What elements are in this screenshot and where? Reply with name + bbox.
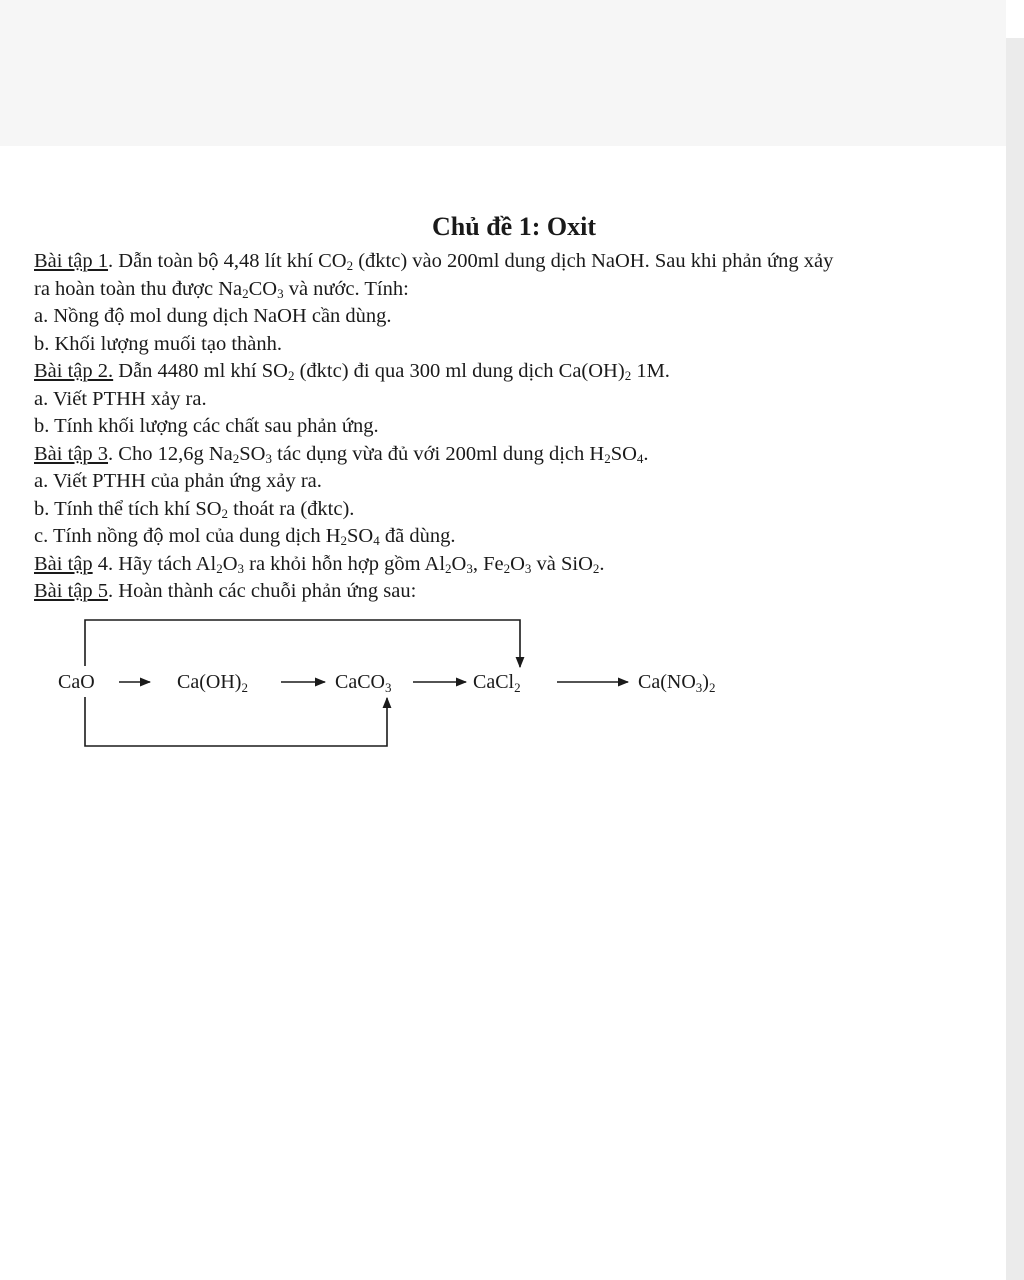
exercise-2-text: (đktc) đi qua 300 ml dung dịch Ca(OH) [294,360,625,382]
exercise-4-text: O [451,552,467,575]
subscript: 2 [503,560,511,576]
exercise-4-text: và SiO [531,552,593,575]
exercise-3-text: SO [347,525,374,547]
subscript: 2 [216,560,223,576]
exercise-3-text: . Cho 12,6g Na [108,442,233,465]
subscript: 2 [592,560,600,576]
subscript: 2 [232,450,240,466]
exercise-1-part-a: a. Nồng độ mol dung dịch NaOH cần dùng. [34,305,392,327]
subscript: 3 [524,560,532,576]
exercise-1-text: . Dẫn toàn bộ 4,48 lít khí CO [108,250,347,272]
exercise-4-text: 4. Hãy tách Al [92,552,217,575]
subscript: 2 [340,533,348,548]
subscript: 2 [346,258,354,273]
exercise-3-text: tác dụng vừa đủ với 200ml dung dịch H [271,442,605,465]
exercise-3-text: đã dùng. [379,525,456,547]
exercise-2-text: Dẫn 4480 ml khí SO [113,360,288,382]
compound-cacl2: CaCl$_2$ [473,671,521,695]
exercise-3-text: thoát ra (đktc). [228,497,355,520]
exercise-1-text: CO [248,277,278,300]
subscript: 3 [466,560,473,576]
compound-caco3: CaCO$_3$ [335,671,392,695]
subscript: 3 [277,285,284,301]
subscript: 2 [624,368,632,383]
arrow-cao-to-cacl2 [85,620,520,667]
subscript: 3 [265,450,272,466]
compound-ca-oh-2: $Ca(OH)_2$ [177,671,248,695]
subscript: 2 [221,505,229,521]
exercise-3-text: SO [239,442,266,465]
subscript: 3 [237,560,244,576]
exercise-2-label: Bài tập 2. [34,360,114,382]
exercise-2-text: 1M. [631,360,670,382]
exercise-2-part-b: b. Tính khối lượng các chất sau phản ứng. [34,415,379,437]
exercise-3-text: b. Tính thể tích khí SO [34,497,222,520]
subscript: 2 [604,450,611,466]
exercise-4-text: O [510,552,525,575]
subscript: 4 [636,450,644,466]
compound-ca-no3-2: $Ca(NO_3)_2$ [638,671,716,695]
exercise-4-text: O [222,552,238,575]
subscript: 2 [287,368,295,383]
subscript: 2 [445,560,452,576]
compound-cao: CaO [58,671,95,693]
exercise-4-text: ra khỏi hỗn hợp gồm Al [244,552,446,575]
exercise-3-text: SO [610,442,637,465]
page-title: Chủ đề 1: Oxit [432,212,596,241]
exercise-4-text: . [599,552,605,575]
exercise-1-text: (đktc) vào 200ml dung dịch NaOH. Sau khi phản ứng xảy [353,250,834,272]
exercise-5-label: Bài tập 5 [34,580,109,602]
exercise-4-text: , Fe [472,552,504,575]
subscript: 2 [242,285,249,301]
exercise-3-label: Bài tập 3 [34,442,109,465]
exercise-1-text: và nước. Tính: [283,277,409,300]
subscript: 4 [373,533,380,548]
exercise-3-text: . [643,442,649,465]
exercise-4-label: Bài tập [34,552,93,575]
exercise-3-text: c. Tính nồng độ mol của dung dịch H [34,525,341,547]
exercise-5-text: . Hoàn thành các chuỗi phản ứng sau: [108,580,417,602]
arrow-cao-to-caco3 [85,697,387,746]
exercise-1-text: ra hoàn toàn thu được Na [34,277,243,300]
exercise-1-label: Bài tập 1 [34,250,109,272]
exercise-3-part-a: a. Viết PTHH của phản ứng xảy ra. [34,470,322,492]
exercise-2-part-a: a. Viết PTHH xảy ra. [34,387,207,410]
exercise-1-part-b: b. Khối lượng muối tạo thành. [34,332,283,355]
